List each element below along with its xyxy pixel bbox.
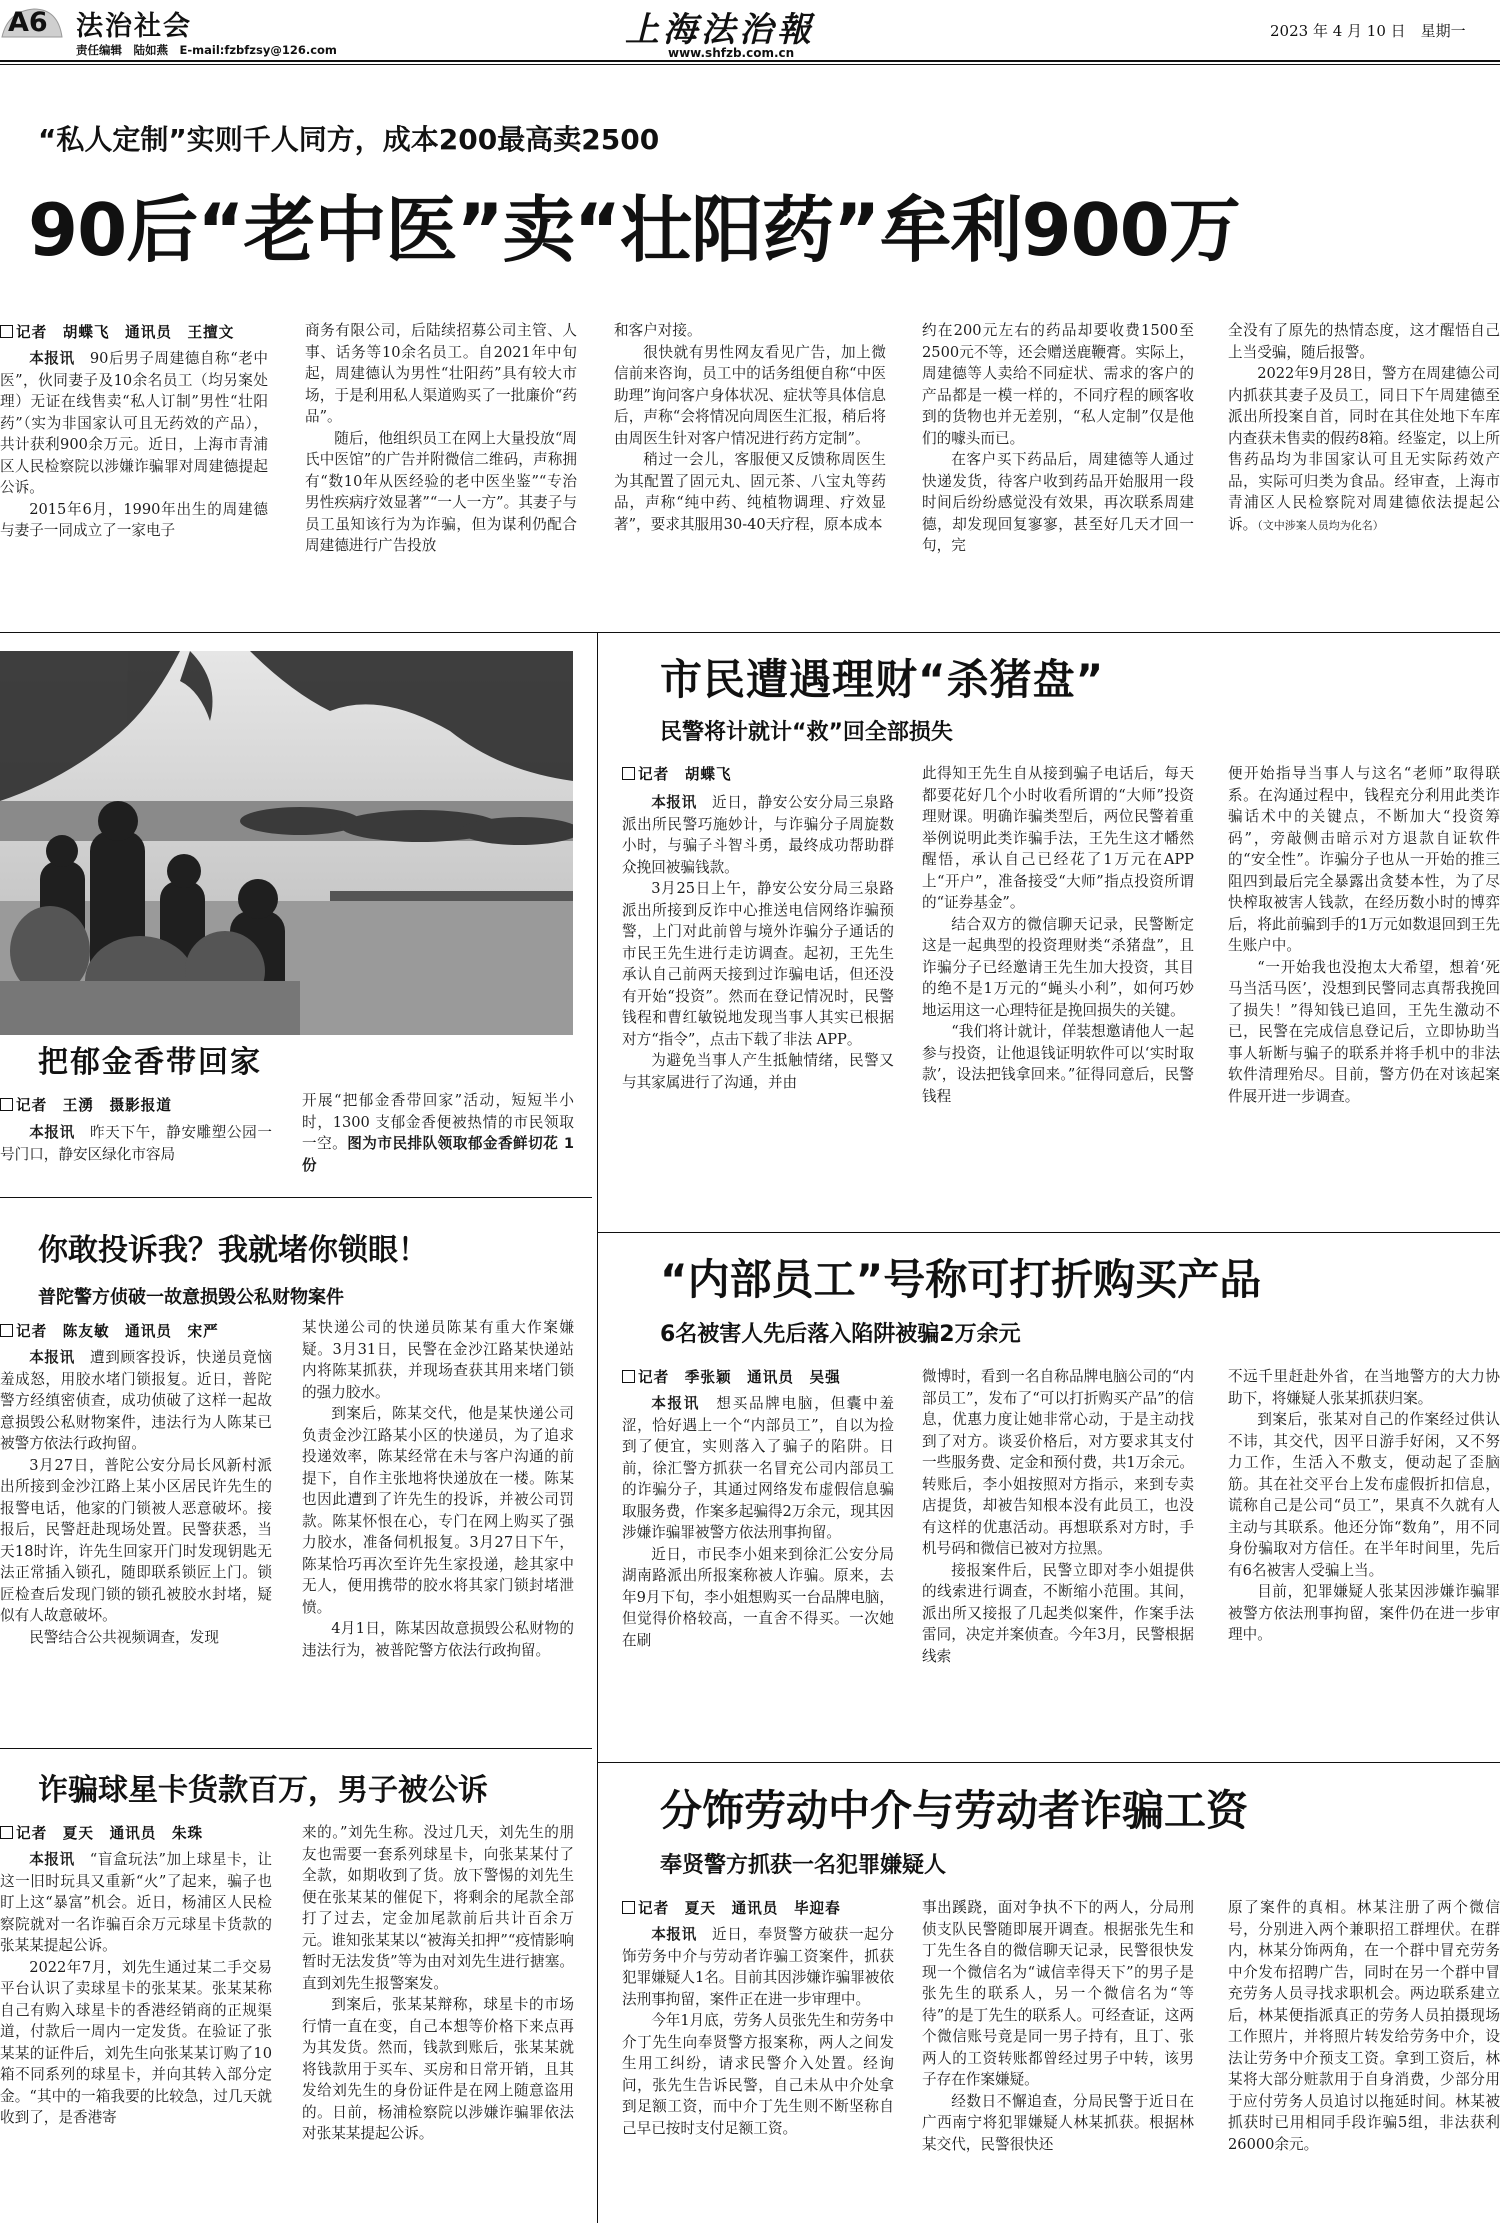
story4-column-2 [302, 1317, 574, 1661]
paragraph: 经数日不懈追查，分局民警于近日在广西南宁将犯罪嫌疑人林某抓获。根据林某交代，民警很快还 [922, 2092, 1194, 2153]
paragraph: 约在200元左右的药品却要收费1500至2500元不等，还会赠送鹿鞭膏。实际上，周建德等人卖给不同症状、需求的客户的产品都是一模一样的，不同疗程的顾客收到的货物也并无差别，“私人定制”仅是他们的噱头而已。 [922, 322, 1194, 447]
byline-box-icon [622, 1370, 635, 1383]
header-rule-thin [0, 64, 1500, 65]
paragraph: 2022年9月28日，警方在周建德公司内抓获其妻子及员工，同日下午周建德至派出所投案自首，同时在其住处地下车库内查获未售卖的假药8箱。经鉴定，以上所售药品均为非国家认可且无实际药效产品，实际可归类为食品。经审查，上海市青浦区人民检察院对周建德依法提起公诉。 [1228, 365, 1500, 533]
paragraph: 在客户买下药品后，周建德等人通过快递发货，待客户收到药品开始服用一段时间后纷纷感觉没有效果，再次联系周建德，却发现回复寥寥，甚至好几天才回一句，完 [922, 451, 1194, 554]
paragraph: 4月1日，陈某因故意损毁公私财物的违法行为，被普陀警方依法行政拘留。 [302, 1620, 574, 1659]
paragraph: 原了案件的真相。林某注册了两个微信号，分别进入两个兼职招工群埋伏。在群内，林某分饰两角，在一个群中冒充劳务中介发布招聘广告，同时在另一个群中冒充劳务人员寻找求职机会。两边联系建立后，林某便指派真正的劳务人员拍摄现场工作照片，并将照片转发给劳务中介，设法让劳务中介预支工资。拿到工资后，林某将大部分赃款用于自身消费，少部分用于应付劳务人员追讨以拖延时间。林某被抓获时已用相同手段诈骗5组，非法获利26000余元。 [1228, 1899, 1500, 2153]
page-number: A6 [8, 7, 48, 38]
byline-text: 记者 陈友敏 通讯员 宋严 [16, 1323, 219, 1340]
story7-column-1 [622, 1924, 894, 2139]
byline-text: 记者 胡蝶飞 [638, 766, 732, 783]
story1-column-1 [0, 348, 268, 542]
story7-column-2 [922, 1897, 1194, 2155]
paragraph: 今年1月底，劳务人员张先生和劳务中介丁先生向奉贤警方报案称，两人之间发生用工纠纷，请求民警介入处置。经询问，张先生告诉民警，自己未从中介处拿到足额工资，而中介丁先生则不断坚称自己早已按时支付足额工资。 [622, 2012, 894, 2137]
paragraph: 为避免当事人产生抵触情绪，民警又与其家属进行了沟通，并由 [622, 1052, 894, 1091]
lead-tag: 本报讯 [29, 1851, 75, 1868]
paragraph: 近日，市民李小姐来到徐汇公安分局湖南路派出所报案称被人诈骗。原来，去年9月下旬，李小姐想购买一台品牌电脑，但觉得价格较高，一直舍不得买。一次她在刷 [622, 1545, 894, 1649]
paragraph: 此得知王先生自从接到骗子电话后，每天都要花好几个小时收看所谓的“大师”投资理财课。明确诈骗类型后，两位民警着重举例说明此类诈骗手法，王先生这才幡然醒悟，承认自己已经花了1万元在APP上“开户”，准备接受“大师”指点投资所谓的“证券基金”。 [922, 765, 1194, 911]
paragraph: 2022年7月，刘先生通过某二手交易平台认识了卖球星卡的张某某。张某某称自己有购入球星卡的香港经销商的正规渠道，付款后一周内一定发货。在验证了张某某的证件后，刘先生向张某某订购了10箱不同系列的球星卡，并向其转入部分定金。“其中的一箱我要的比较急，过几天就收到了，是香港寄 [0, 1958, 272, 2126]
paragraph: 2015年6月，1990年出生的周建德与妻子一同成立了一家电子 [0, 500, 268, 539]
byline-box-icon [0, 1826, 13, 1839]
paragraph: 不远千里赶赴外省，在当地警方的大力协助下，将嫌疑人张某抓获归案。 [1228, 1368, 1500, 1407]
paragraph: 事出蹊跷，面对争执不下的两人，分局刑侦支队民警随即展开调查。根据张先生和丁先生各自的微信聊天记录，民警很快发现一个微信名为“诚信幸得天下”的男子是张先生的联系人，另一个微信名为“等待”的是丁先生的联系人。可经查证，这两个微信账号竟是同一男子持有，且丁、张两人的工资转账都曾经过男子中转，该男子存在作案嫌疑。 [922, 1899, 1194, 2088]
paragraph: 随后，他组织员工在网上大量投放“周氏中医馆”的广告并附微信二维码，声称拥有“数10年从医经验的老中医坐鉴”“专治男性疾病疗效显著”“一人一方”。其妻子与员工虽知该行为为诈骗，但为谋利仍配合周建德进行广告投放 [305, 429, 577, 554]
story2-headline: 把郁金香带回家 [38, 1045, 262, 1080]
story7-byline [622, 1897, 841, 1918]
paragraph: 到案后，张某对自己的作案经过供认不讳，其交代，因平日游手好闲，又不努力工作，生活入不敷支，便动起了歪脑筋。其在社交平台上发布虚假折扣信息，谎称自己是公司“员工”，果真不久就有人主动与其联系。他还分饰“数角”，用不同身份骗取对方信任。在半年时间里，先后有6名被害人受骗上当。 [1228, 1411, 1500, 1579]
tulip-photo [0, 651, 573, 1035]
lead-tag: 本报讯 [29, 1124, 75, 1141]
paragraph: 民警结合公共视频调查，发现 [29, 1628, 219, 1646]
paragraph: 3月25日上午，静安公安分局三泉路派出所接到反诈中心推送电信网络诈骗预警，上门对此前曾与境外诈骗分子通话的市民王先生进行走访调查。起初，王先生承认自己前两天接到过诈骗电话，但还没有开始“投资”。然而在登记情况时，民警钱程和曹红敏锐地发现当事人其实已根据对方“指令”，点击下载了非法 APP。 [622, 880, 894, 1048]
byline-box-icon [0, 1098, 13, 1111]
byline-text: 记者 王湧 摄影报道 [16, 1097, 172, 1114]
section-divider [0, 632, 1500, 633]
story7-headline: 分饰劳动中介与劳动者诈骗工资 [660, 1786, 1249, 1835]
paragraph: 到案后，张某某辩称，球星卡的市场行情一直在变，自己本想等价格下来点再为其发货。然而，钱款到账后，张某某就将钱款用于买车、买房和日常开销，且其发给刘先生的身份证件是在网上随意盗用的。日前，杨浦检察院以涉嫌诈骗罪依法对张某某提起公诉。 [302, 1996, 574, 2142]
paragraph: 某快递公司的快递员陈某有重大作案嫌疑。3月31日，民警在金沙江路某快递站内将陈某抓获，并现场查获其用来堵门锁的强力胶水。 [302, 1319, 574, 1401]
story5-column-1 [622, 1393, 894, 1651]
paragraph-note: （文中涉案人员均为化名） [1257, 518, 1384, 532]
page-number-badge [0, 5, 64, 39]
paragraph: 3月27日，普陀公安分局长风新村派出所接到金沙江路上某小区居民许先生的报警电话，他家的门锁被人恶意破坏。接报后，民警赶赴现场处置。民警获悉，当天18时许，许先生回家开门时发现钥匙无法正常插入锁孔，随即联系锁匠上门。锁匠检查后发现门锁的锁孔被胶水封堵，疑似有人故意破坏。 [0, 1456, 272, 1624]
story2-column-2 [302, 1090, 574, 1176]
story3-byline [622, 763, 732, 784]
story1-column-2 [305, 320, 577, 557]
paragraph: 和客户对接。 [614, 322, 702, 339]
column-divider [597, 633, 598, 2223]
newspaper-masthead: 上海法治報 [625, 10, 815, 50]
story3-column-1 [622, 792, 894, 1093]
paragraph: 到案后，陈某交代，他是某快递公司负责金沙江路某小区的快递员，为了追求投递效率，陈某经常在未与客户沟通的前提下，自作主张地将快递放在一楼。陈某也因此遭到了许先生的投诉，并被公司罚款。陈某怀恨在心，专门在网上购买了强力胶水，准备伺机报复。3月27日下午，陈某恰巧再次至许先生家投递，趁其家中无人，便用携带的胶水将其家门锁封堵泄愤。 [302, 1405, 574, 1616]
paragraph: 稍过一会儿，客服便又反馈称周医生为其配置了固元丸、固元茶、八宝丸等药品，声称“纯中药、纯植物调理、疗效显著”，要求其服用30-40天疗程，原本成本 [614, 451, 886, 533]
issue-date: 2023 年 4 月 10 日 星期一 [1270, 22, 1466, 40]
paragraph: “一开始我也没抱太大希望，想着‘死马当活马医’，没想到民警同志真帮我挽回了损失！”得知钱已追回，王先生激动不已，民警在完成信息登记后，立即协助当事人斩断与骗子的联系并将手机中的非法软件清理殆尽。目前，警方仍在对该起案件展开进一步调查。 [1228, 958, 1500, 1105]
paragraph: 近日，静安公安分局三泉路派出所民警巧施妙计，与诈骗分子周旋数小时，与骗子斗智斗勇，最终成功帮助群众挽回被骗钱款。 [622, 794, 894, 876]
section-divider [0, 1748, 592, 1749]
story4-headline: 你敢投诉我？我就堵你锁眼！ [38, 1233, 428, 1268]
paragraph: 昨天下午，静安雕塑公园一号门口，静安区绿化市容局 [0, 1124, 272, 1163]
story4-byline [0, 1320, 219, 1341]
story1-byline [0, 321, 234, 342]
paragraph: 遭到顾客投诉，快递员竟恼羞成怒，用胶水堵门锁报复。近日，普陀警方经缜密侦查，成功侦破了这样一起故意损毁公私财物案件，违法行为人陈某已被警方依法行政拘留。 [0, 1349, 272, 1452]
paragraph: 接报案件后，民警立即对李小姐提供的线索进行调查，不断缩小范围。其间，派出所又接报了几起类似案件，作案手法雷同，决定并案侦查。今年3月，民警根据线索 [922, 1561, 1194, 1665]
byline-box-icon [622, 767, 635, 780]
story6-headline: 诈骗球星卡货款百万，男子被公诉 [38, 1773, 488, 1808]
header-rule [0, 60, 1500, 62]
byline-text: 记者 夏天 通讯员 毕迎春 [638, 1900, 841, 1917]
paragraph: 微博时，看到一名自称品牌电脑公司的“内部员工”，发布了“可以打折购买产品”的信息，优惠力度让她非常心动，于是主动找到了对方。谈妥价格后，对方要求其支付一些服务费、定金和预付费，共1万余元。转账后，李小姐按照对方指示，来到专卖店提货，却被告知根本没有此员工，也没有这样的优惠活动。再想联系对方时，手机号码和微信已被对方拉黑。 [922, 1368, 1194, 1557]
lead-tag: 本报讯 [29, 350, 75, 367]
byline-text: 记者 夏天 通讯员 朱珠 [16, 1825, 204, 1842]
paragraph: 近日，奉贤警方破获一起分饰劳务中介与劳动者诈骗工资案件，抓获犯罪嫌疑人1名。目前其因涉嫌诈骗罪被依法刑事拘留，案件正在进一步审理中。 [622, 1926, 894, 2008]
photo-illustration [0, 651, 573, 1035]
story5-subhead: 6名被害人先后落入陷阱被骗2万余元 [660, 1322, 1021, 1347]
story3-subhead: 民警将计就计“救”回全部损失 [660, 720, 953, 745]
byline-text: 记者 季张颖 通讯员 吴强 [638, 1369, 841, 1386]
section-divider [598, 1232, 1500, 1233]
section-divider [0, 1197, 592, 1198]
story5-column-3 [1228, 1366, 1500, 1646]
story2-byline [0, 1094, 172, 1115]
story1-kicker: “私人定制”实则千人同方，成本200最高卖2500 [38, 123, 660, 156]
byline-box-icon [0, 325, 13, 338]
story1-column-3 [614, 320, 886, 535]
story5-headline: “内部员工”号称可打折购买产品 [660, 1255, 1262, 1304]
story6-byline [0, 1822, 203, 1843]
paragraph: “盲盒玩法”加上球星卡，让这一旧时玩具又重新“火”了起来，骗子也盯上这“暴富”机会。近日，杨浦区人民检察院就对一名诈骗百余万元球星卡货款的张某某提起公诉。 [0, 1851, 272, 1954]
lead-tag: 本报讯 [29, 1349, 75, 1366]
story4-column-1 [0, 1347, 272, 1648]
lead-tag: 本报讯 [651, 1926, 697, 1943]
paragraph: 结合双方的微信聊天记录，民警断定这是一起典型的投资理财类“杀猪盘”，且诈骗分子已经邀请王先生加大投资，其目的绝不是1万元的“蝇头小利”，如何巧妙地运用这一心理特征是挽回损失的关键。 [922, 915, 1194, 1019]
story6-column-2 [302, 1822, 574, 2145]
story6-column-1 [0, 1849, 272, 2129]
byline-box-icon [0, 1324, 13, 1337]
paragraph: 商务有限公司，后陆续招募公司主管、人事、话务等10余名员工。自2021年中旬起，周建德认为男性“壮阳药”具有较大市场，于是利用私人渠道购买了一批廉价“药品”。 [305, 322, 577, 425]
paragraph: 便开始指导当事人与这名“老师”取得联系。在沟通过程中，钱程充分利用此类诈骗话术中的关键点，不断加大“投资筹码”，旁敲侧击暗示对方退款自证软件的“安全性”。诈骗分子也从一开始的推三阻四到最后完全暴露出贪婪本性，为了尽快榨取被害人钱款，在经历数小时的博弈后，将此前骗到手的1万元如数退回到王先生账户中。 [1228, 765, 1500, 954]
story2-column-1 [0, 1122, 272, 1165]
section-title: 法治社会 [76, 11, 192, 42]
story1-headline: 90后“老中医”卖“壮阳药”牟利900万 [28, 188, 1240, 272]
paragraph: 目前，犯罪嫌疑人张某因涉嫌诈骗罪被警方依法刑事拘留，案件仍在进一步审理中。 [1228, 1583, 1500, 1643]
editor-line: 责任编辑 陆如燕 E-mail:fzbfzsy@126.com [76, 43, 337, 57]
paragraph: 想买品牌电脑，但囊中羞涩，恰好遇上一个“内部员工”，自以为捡到了便宜，实则落入了骗子的陷阱。日前，徐汇警方抓获一名冒充公司内部员工的诈骗分子，其通过网络发布虚假信息骗取服务费，作案多起骗得2万余元，现其因涉嫌诈骗罪被警方依法刑事拘留。 [622, 1395, 894, 1541]
story7-subhead: 奉贤警方抓获一名犯罪嫌疑人 [660, 1853, 947, 1878]
lead-tag: 本报讯 [651, 794, 697, 811]
story5-byline [622, 1366, 841, 1387]
story3-headline: 市民遭遇理财“杀猪盘” [660, 655, 1105, 704]
paragraph: 开展“把郁金香带回家”活动，短短半小时，1300 支郁金香便被热情的市民领取一空。 [302, 1092, 574, 1152]
paragraph: 全没有了原先的热情态度，这才醒悟自己上当受骗，随后报警。 [1228, 322, 1500, 361]
story1-column-4 [922, 320, 1194, 557]
lead-tag: 本报讯 [651, 1395, 701, 1412]
story1-column-5 [1228, 320, 1500, 536]
paragraph: 来的。”刘先生称。没过几天，刘先生的朋友也需要一套系列球星卡，向张某某付了全款，如期收到了货。放下警惕的刘先生便在张某某的催促下，将剩余的尾款全部打了过去，定金加尾款前后共计百余万元。谁知张某某以“被海关扣押”“疫情影响暂时无法发货”等为由对刘先生进行搪塞。直到刘先生报警案发。 [302, 1824, 574, 1992]
byline-box-icon [622, 1901, 635, 1914]
story7-column-3 [1228, 1897, 1500, 2155]
story5-column-2 [922, 1366, 1194, 1667]
byline-text: 记者 胡蝶飞 通讯员 王擅文 [16, 324, 235, 341]
paragraph: 很快就有男性网友看见广告，加上微信前来咨询，员工中的话务组便自称“中医助理”询问客户身体状况、症状等具体信息后，声称“会将情况向周医生汇报，稍后将由周医生针对客户情况进行药方定制”。 [614, 343, 886, 447]
story3-column-3 [1228, 763, 1500, 1107]
story4-subhead: 普陀警方侦破一故意损毁公私财物案件 [38, 1287, 344, 1308]
website: www.shfzb.com.cn [668, 46, 795, 60]
section-divider [598, 1762, 1500, 1763]
paragraph: “我们将计就计，佯装想邀请他人一起参与投资，让他退钱证明软件可以‘实时取款’，设法把钱拿回来。”征得同意后，民警钱程 [922, 1023, 1194, 1105]
story3-column-2 [922, 763, 1194, 1107]
photo-caption: 图为市民排队领取郁金香鲜切花 1 份 [302, 1135, 574, 1174]
paragraph: 90后男子周建德自称“老中医”，伙同妻子及10余名员工（均另案处理）无证在线售卖“私人订制”男性“壮阳药”（实为非国家认可且无药效的产品），共计获利900余万元。近日，上海市青浦区人民检察院以涉嫌诈骗罪对周建德提起公诉。 [0, 350, 268, 496]
